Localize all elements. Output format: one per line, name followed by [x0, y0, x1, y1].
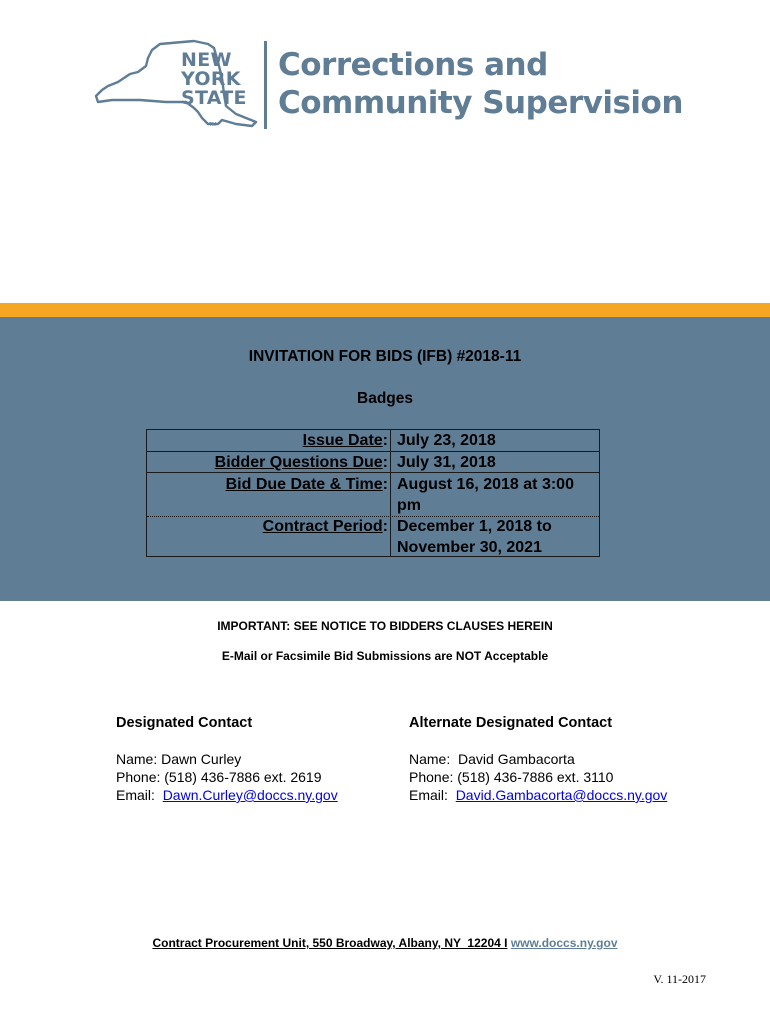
date-label: Bidder Questions Due: [214, 454, 383, 471]
date-value: August 16, 2018 at 3:00 pm: [397, 476, 574, 514]
footer-website-link[interactable]: www.doccs.ny.gov: [510, 936, 618, 950]
submission-notice: E-Mail or Facsimile Bid Submissions are NOT Acceptable: [221, 649, 549, 663]
state-line-3: STATE: [181, 87, 247, 109]
date-value: July 31, 2018: [397, 454, 496, 471]
contact-email-link[interactable]: Dawn.Curley@doccs.ny.gov: [162, 787, 338, 803]
nys-doccs-logo: [90, 38, 690, 133]
column-divider: [390, 430, 391, 556]
email-label: Email:: [116, 787, 163, 803]
date-label: Issue Date: [302, 432, 383, 449]
contact-email-line: [409, 786, 667, 804]
alternate-contact: [409, 714, 667, 804]
logo-divider: [264, 41, 267, 129]
trademark: TM: [209, 122, 217, 128]
date-value: December 1, 2018 to November 30, 2021: [397, 518, 552, 556]
version-number: V. 11-2017: [653, 972, 706, 986]
agency-line-1: Corrections and: [278, 47, 548, 83]
ifb-title: INVITATION FOR BIDS (IFB) #2018-11: [248, 348, 522, 365]
date-label: Bid Due Date & Time: [225, 476, 383, 493]
important-notice: IMPORTANT: SEE NOTICE TO BIDDERS CLAUSES HEREIN: [217, 619, 553, 633]
state-line-2: YORK: [181, 68, 241, 90]
contact-heading: Designated Contact: [116, 715, 253, 731]
key-dates-table: Issue Date: July 23, 2018 Bidder Questions Due: July 31, 2018 Bid Due Date & Time: August 16, 2018 at 3:00 pm Contract Period: December 1, 2018 to November 30, 2021: [146, 429, 600, 557]
new-york-state-wordmark: [181, 51, 247, 108]
contact-name: Name: Dawn Curley: [116, 751, 242, 767]
contact-name: Name: David Gambacorta: [409, 751, 575, 767]
agency-line-2: Community Supervision: [278, 85, 683, 121]
contact-email-line: [116, 786, 338, 804]
designated-contact: [116, 714, 338, 804]
contact-phone: Phone: (518) 436-7886 ext. 3110: [409, 769, 614, 785]
footer-address: Contract Procurement Unit, 550 Broadway, Albany, NY 12204 I: [152, 936, 508, 950]
banner-accent-stripe: [0, 303, 770, 317]
contact-heading: Alternate Designated Contact: [409, 715, 613, 731]
email-label: Email:: [409, 787, 456, 803]
ifb-subject: Badges: [357, 390, 413, 407]
date-value: July 23, 2018: [397, 432, 496, 449]
date-label: Contract Period: [262, 518, 383, 535]
footer: [0, 936, 770, 950]
state-line-1: NEW: [181, 49, 232, 71]
contact-email-link[interactable]: David.Gambacorta@doccs.ny.gov: [455, 787, 668, 803]
agency-name: [278, 46, 683, 122]
contact-phone: Phone: (518) 436-7886 ext. 2619: [116, 769, 322, 785]
row-divider: [147, 472, 599, 473]
